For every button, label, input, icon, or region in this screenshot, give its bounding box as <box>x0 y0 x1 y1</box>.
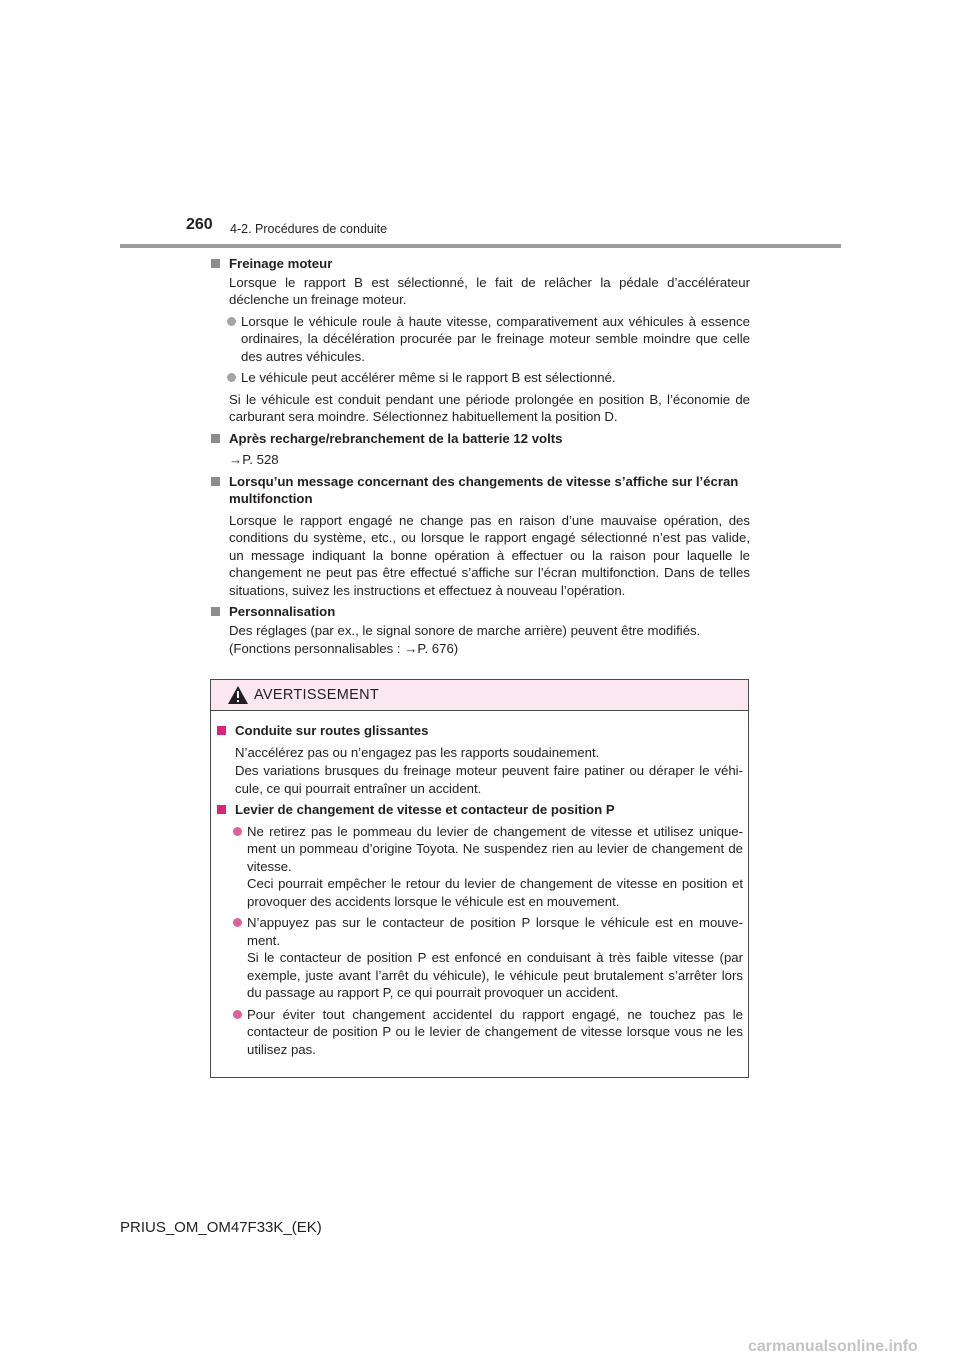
square-bullet-icon <box>211 259 220 268</box>
section-heading-text: Freinage moteur <box>229 256 333 271</box>
warning-heading-text: Conduite sur routes glissantes <box>235 723 429 738</box>
paragraph: Des réglages (par ex., le signal sonore de marche arrière) peuvent être modifiés. <box>229 622 701 638</box>
bullet-item <box>216 1006 743 1059</box>
paragraph: Lorsque le rapport B est sélectionné, le fait de relâcher la pédale d’accélérateur déclenche un freinage moteur. <box>229 274 750 307</box>
warning-heading <box>216 722 743 740</box>
bullet-item <box>210 313 750 366</box>
warning-heading <box>216 801 743 819</box>
page-number: 260 <box>186 216 213 233</box>
paragraph: Lorsque le rapport engagé ne change pas en raison d’une mauvaise opération, des conditions du système, etc., ou lorsque le rapport engagé sélectionné n’est pas valide, un message indiquant la bonne opération à effectuer ou la raison pour laquelle le changement ne peut pas être effectué s’affiche sur l’écran multifonction. Dans de telles situations, suivez les instructions et effectuez à nouveau l’opération. <box>229 512 750 598</box>
bullet-item <box>210 369 750 387</box>
warning-box <box>210 679 749 1078</box>
document-code: PRIUS_OM_OM47F33K_(EK) <box>120 1219 322 1236</box>
section-heading <box>210 430 750 448</box>
circle-bullet-icon <box>227 373 236 382</box>
section-heading-text: Lorsqu’un message concernant des changements de vitesse s’affiche sur l’écran multifonction <box>229 473 739 506</box>
warning-title: AVERTISSEMENT <box>254 687 380 703</box>
header-rule <box>120 244 841 248</box>
bullet-text: Si le contacteur de position P est enfoncé en conduisant à très faible vitesse (par exemple, juste avant l’arrêt du véhicule), le véhicule peut brutalement s’arrêter lors du passage au rapport P, ce qui pourrait provoquer un accident. <box>247 950 743 1000</box>
section-heading-text: Personnalisation <box>229 604 336 619</box>
square-bullet-icon <box>211 434 220 443</box>
paragraph: Si le véhicule est conduit pendant une période prolongée en position B, l’économie de carburant sera moindre. Sélectionnez habituellement la position D. <box>229 391 750 424</box>
square-bullet-icon <box>211 607 220 616</box>
paragraph: Des variations brusques du freinage moteur peuvent faire patiner ou déraper le véhi-cule, ce qui pourrait entraîner un accident. <box>235 763 743 796</box>
square-bullet-icon <box>217 805 226 814</box>
section-heading-text: Après recharge/rebranchement de la batterie 12 volts <box>229 430 563 446</box>
circle-bullet-icon <box>227 317 236 326</box>
bullet-text: Lorsque le véhicule roule à haute vitesse, comparativement aux véhicules à essence ordinaires, la décélération procurée par le freinage moteur semble moindre que celle des autres véhicules. <box>241 313 750 364</box>
circle-bullet-icon <box>233 827 242 836</box>
bullet-text: Pour éviter tout changement accidentel du rapport engagé, ne touchez pas le contacteur de position P ou le levier de changement de vitesse lorsque vous ne les utilisez pas. <box>247 1006 743 1057</box>
section-heading <box>210 255 750 273</box>
warning-triangle-icon <box>227 685 249 705</box>
main-content <box>210 255 750 658</box>
bullet-text: Ceci pourrait empêcher le retour du levier de changement de vitesse en position et provoquer des accidents lorsque le véhicule est en mouvement. <box>247 876 743 909</box>
bullet-text: Le véhicule peut accélérer même si le rapport B est sélectionné. <box>241 370 616 385</box>
page-reference-link[interactable]: (Fonctions personnalisables : →P. 676) <box>229 641 459 656</box>
watermark: carmanualsonline.info <box>748 1338 918 1355</box>
warning-header <box>211 680 748 711</box>
circle-bullet-icon <box>233 1010 242 1019</box>
section-heading <box>210 473 750 508</box>
bullet-item <box>216 914 743 1002</box>
paragraph: N’accélérez pas ou n’engagez pas les rapports soudainement. <box>235 744 600 760</box>
circle-bullet-icon <box>233 918 242 927</box>
warning-heading-text: Levier de changement de vitesse et contacteur de position P <box>235 802 615 817</box>
warning-body <box>216 722 743 1058</box>
square-bullet-icon <box>217 726 226 735</box>
section-title: 4-2. Procédures de conduite <box>230 222 388 236</box>
page-reference-link[interactable]: →P. 528 <box>229 452 279 467</box>
bullet-text: Ne retirez pas le pommeau du levier de changement de vitesse et utilisez unique-ment un pommeau d’origine Toyota. Ne suspendez rien au levier de changement de vitesse. <box>247 823 743 874</box>
bullet-text: N’appuyez pas sur le contacteur de position P lorsque le véhicule est en mouve-ment. <box>247 915 743 948</box>
square-bullet-icon <box>211 477 220 486</box>
section-heading <box>210 603 750 621</box>
bullet-item <box>216 823 743 911</box>
